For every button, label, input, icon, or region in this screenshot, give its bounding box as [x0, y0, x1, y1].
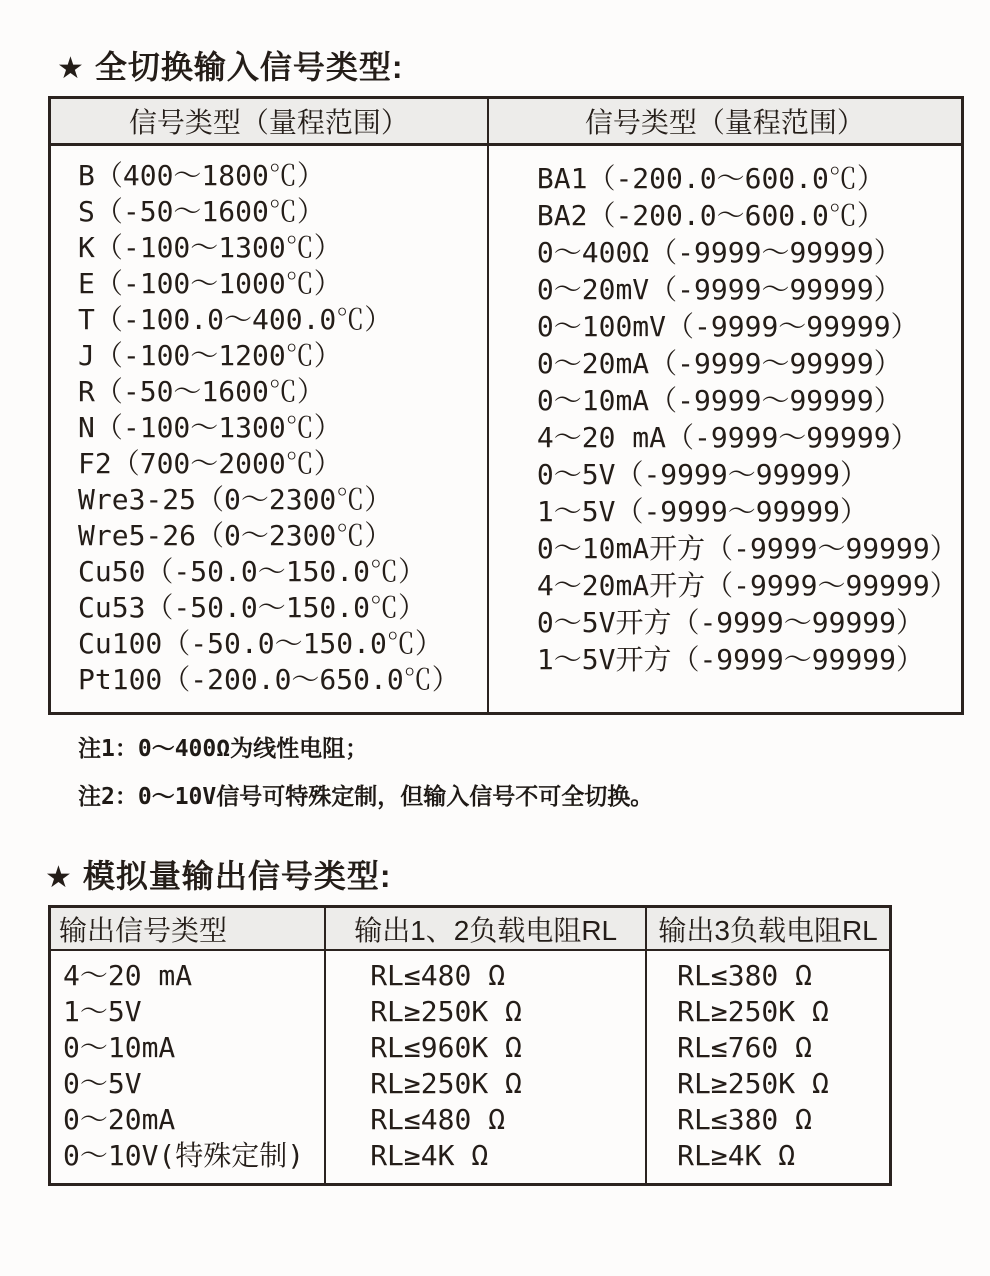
note-1: 注1：0～400Ω为线性电阻； — [78, 736, 369, 762]
table-cell: 0～400Ω（-9999～99999） — [536, 236, 902, 269]
table-cell: Cu100（-50.0～150.0℃） — [78, 627, 443, 660]
table-cell: E（-100～1000℃） — [78, 267, 342, 300]
table-cell: 1～5V开方（-9999～99999） — [536, 643, 925, 676]
table-cell: 0～20mV（-9999～99999） — [536, 273, 902, 306]
table-cell: T（-100.0～400.0℃） — [78, 303, 393, 336]
table-body — [51, 951, 889, 1183]
note-2: 注2：0～10V信号可特殊定制，但输入信号不可全切换。 — [78, 784, 654, 810]
table-cell: Cu50（-50.0～150.0℃） — [78, 555, 427, 588]
load-resistance-column-3 — [645, 951, 889, 1183]
table-cell: RL≥4K Ω — [677, 1139, 796, 1172]
table-cell: 0～5V开方（-9999～99999） — [536, 606, 925, 639]
table-cell: N（-100～1300℃） — [78, 411, 342, 444]
table-cell: RL≥250K Ω — [370, 995, 522, 1028]
table-cell: 0～20mA（-9999～99999） — [536, 347, 902, 380]
table-cell: RL≤960K Ω — [370, 1031, 522, 1064]
table-cell: RL≤760 Ω — [677, 1031, 812, 1064]
table-cell: RL≤380 Ω — [677, 1103, 812, 1136]
table-cell: RL≥4K Ω — [370, 1139, 489, 1172]
load-resistance-column-1-2 — [324, 951, 645, 1183]
signal-type-column-right — [487, 146, 961, 712]
table-cell: B（400～1800℃） — [78, 159, 325, 192]
table-cell: RL≥250K Ω — [370, 1067, 522, 1100]
table-cell: F2（700～2000℃） — [78, 447, 342, 480]
column-header: 信号类型（量程范围） — [128, 107, 409, 138]
table-cell: BA1（-200.0～600.0℃） — [536, 162, 885, 195]
table-cell: Wre5-26（0～2300℃） — [78, 519, 393, 552]
table-cell: RL≤480 Ω — [370, 1103, 506, 1136]
table-cell: 0～100mV（-9999～99999） — [536, 310, 919, 343]
table-cell: 0～5V — [63, 1067, 142, 1100]
table-cell: 0～20mA — [63, 1103, 176, 1136]
table-body — [51, 146, 961, 712]
table-header-row — [51, 99, 961, 146]
input-signal-section-title — [57, 42, 404, 88]
table-cell: RL≤480 Ω — [370, 959, 506, 992]
table-cell: 1～5V — [63, 995, 142, 1028]
section-title-text: 模拟量输出信号类型: — [82, 858, 392, 894]
table-cell: 4～20 mA（-9999～99999） — [536, 421, 919, 454]
table-cell: 0～10mA（-9999～99999） — [536, 384, 902, 417]
table-cell: RL≥250K Ω — [677, 1067, 829, 1100]
output-signal-table — [48, 905, 892, 1186]
table-header-row — [51, 908, 889, 951]
output-type-column — [51, 951, 324, 1183]
column-header: 信号类型（量程范围） — [487, 99, 961, 143]
table-cell: R（-50～1600℃） — [78, 375, 325, 408]
signal-type-column-left — [51, 146, 487, 712]
table-cell: 0～5V（-9999～99999） — [536, 458, 869, 491]
table-cell: Pt100（-200.0～650.0℃） — [78, 663, 460, 696]
table-cell: K（-100～1300℃） — [78, 231, 342, 264]
star-icon: ★ — [45, 861, 73, 894]
table-cell: Cu53（-50.0～150.0℃） — [78, 591, 427, 624]
column-header: 输出1、2负载电阻RL — [324, 908, 645, 949]
table-cell: 0～10mA开方（-9999～99999） — [536, 532, 958, 565]
table-cell: 0～10mA — [63, 1031, 176, 1064]
table-cell: BA2（-200.0～600.0℃） — [536, 199, 885, 232]
section-title-text: 全切换输入信号类型: — [94, 49, 404, 85]
table-cell: Wre3-25（0～2300℃） — [78, 483, 393, 516]
table-cell: 0～10V(特殊定制) — [63, 1139, 305, 1172]
table-cell: 4～20 mA — [63, 959, 193, 992]
star-icon: ★ — [57, 52, 85, 85]
table-cell: RL≥250K Ω — [677, 995, 829, 1028]
table-cell: RL≤380 Ω — [677, 959, 812, 992]
input-signal-table — [48, 96, 964, 715]
output-signal-section-title — [45, 851, 392, 897]
table-cell: J（-100～1200℃） — [78, 339, 342, 372]
table-cell: 4～20mA开方（-9999～99999） — [536, 569, 958, 602]
column-header: 输出3负载电阻RL — [645, 908, 889, 949]
column-header: 输出信号类型 — [59, 914, 228, 946]
table-cell: S（-50～1600℃） — [78, 195, 325, 228]
table-cell: 1～5V（-9999～99999） — [536, 495, 869, 528]
